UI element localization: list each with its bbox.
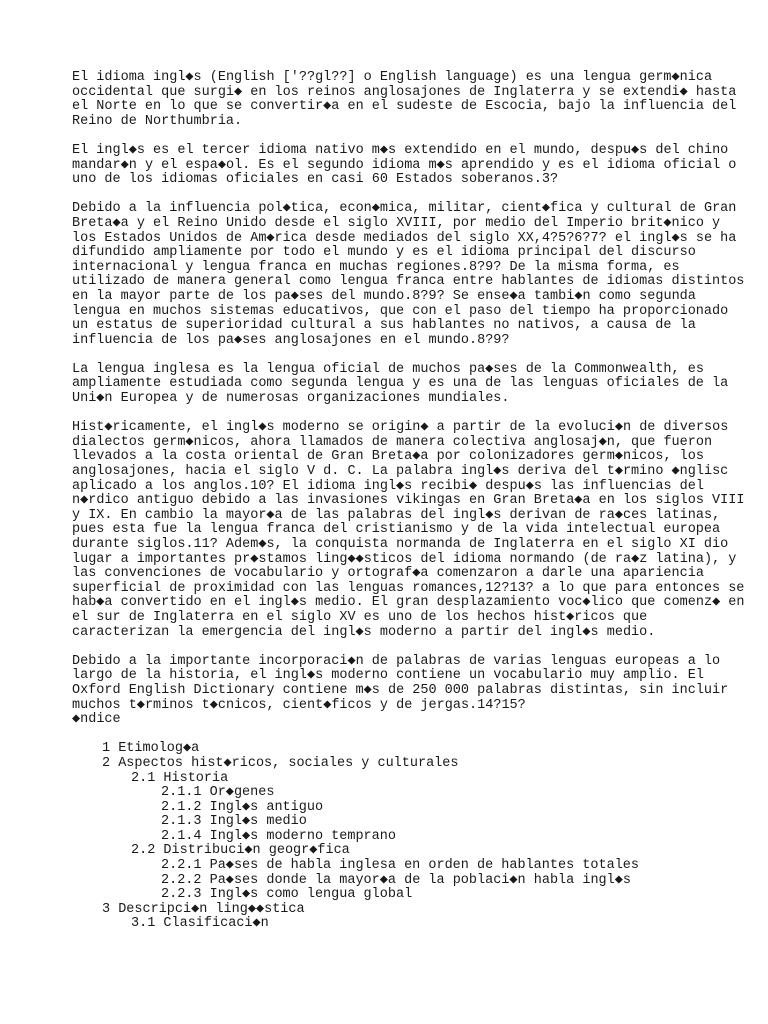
document-body [72, 70, 745, 932]
paragraph-influence: Debido a la influencia pol◆tica, econ◆mica, militar, cient◆fica y cultural de Gran Breta◆a y el Reino Unido desde el siglo XVIII, por medio del Imperio brit◆nico y los Estados Unidos de Am◆rica desde mediados del siglo XX,4?5?6?7? el ingl◆s se ha difundido ampliamente por todo el mundo y es el idioma principal del discurso internacional y lengua franca en muchas regiones.8?9? De la misma forma, es utilizado de manera general como lengua franca entre hablantes de idiomas distintos en la mayor parte de los pa◆ses del mundo.8?9? Se ense◆a tambi◆n como segunda lengua en muchos sistemas educativos, que con el paso del tiempo ha proporcionado un estatus de superioridad cultural a sus hablantes no nativos, a causa de la influencia de los pa◆ses anglosajones en el mundo.8?9? [72, 201, 745, 348]
paragraph-commonwealth: La lengua inglesa es la lengua oficial de muchos pa◆ses de la Commonwealth, es ampliamente estudiada como segunda lengua y es una de las lenguas oficiales de la Uni◆n Europea y de numerosas organizaciones mundiales. [72, 361, 729, 407]
toc-item-countries-majority[interactable]: 2.2.2 Pa◆ses donde la mayor◆a de la poblaci◆n habla ingl◆s [161, 872, 631, 888]
toc-item-countries-total-speakers[interactable]: 2.2.1 Pa◆ses de habla inglesa en orden de hablantes totales [161, 858, 640, 874]
paragraph-history: Hist◆ricamente, el ingl◆s moderno se origin◆ a partir de la evoluci◆n de diversos dialectos germ◆nicos, ahora llamados de manera colectiva anglosaj◆n, que fueron llevados a la costa oriental de Gran Breta◆a por colonizadores germ◆nicos, los anglosajones, hacia el siglo V d. C. La palabra ingl◆s deriva del t◆rmino ◆nglisc aplicado a los anglos.10? El idioma ingl◆s recibi◆ despu◆s las influencias del n◆rdico antiguo debido a las invasiones vikingas en Gran Breta◆a en los siglos VIII y IX. En cambio la mayor◆a de las palabras del ingl◆s derivan de ra◆ces latinas, pues esta fue la lengua franca del cristianismo y de la vida intelectual europea durante siglos.11? Adem◆s, la conquista normanda de Inglaterra en el siglo XI dio lugar a importantes pr◆stamos ling◆◆sticos del idioma normando (de ra◆z latina), y las convenciones de vocabulario y ortograf◆a comenzaron a darle una apariencia superficial de proximidad con las lenguas romances,12?13? a lo que para entonces se hab◆a convertido en el ingl◆s medio. El gran desplazamiento voc◆lico que comenz◆ en el sur de Inglaterra en el siglo XV es uno de los hechos hist◆ricos que caracterizan la emergencia del ingl◆s moderno a partir del ingl◆s medio. [72, 420, 745, 640]
toc-item-etymology[interactable]: 1 Etimolog◆a [102, 741, 200, 757]
toc-item-old-english[interactable]: 2.1.2 Ingl◆s antiguo [161, 799, 324, 815]
toc-item-origins[interactable]: 2.1.1 Or◆genes [161, 785, 275, 801]
table-of-contents [72, 742, 702, 932]
toc-item-early-modern-english[interactable]: 2.1.4 Ingl◆s moderno temprano [161, 828, 396, 844]
toc-item-middle-english[interactable]: 2.1.3 Ingl◆s medio [161, 814, 307, 830]
paragraph-intro: El idioma ingl◆s (English ['??gl??] o English language) es una lengua germ◆nica occidental que surgi◆ en los reinos anglosajones de Inglaterra y se extendi◆ hasta el Norte en lo que se convertir◆a en el sudeste de Escocia, bajo la influencia del Reino de Northumbria. [72, 70, 737, 129]
toc-item-linguistic-description[interactable]: 3 Descripci◆n ling◆◆stica [102, 901, 305, 917]
toc-item-classification[interactable]: 3.1 Clasificaci◆n [131, 916, 269, 932]
toc-heading: ◆ndice [72, 712, 121, 728]
toc-item-aspects[interactable]: 2 Aspectos hist◆ricos, sociales y culturales [102, 755, 459, 771]
toc-item-history[interactable]: 2.1 Historia [131, 770, 229, 786]
toc-item-geographic-distribution[interactable]: 2.2 Distribuci◆n geogr◆fica [131, 843, 350, 859]
paragraph-speakers: El ingl◆s es el tercer idioma nativo m◆s extendido en el mundo, despu◆s del chino mandar◆n y el espa◆ol. Es el segundo idioma m◆s aprendido y es el idioma oficial o uno de los idiomas oficiales en casi 60 Estados soberanos.3? [72, 142, 737, 188]
paragraph-vocabulary: Debido a la importante incorporaci◆n de palabras de varias lenguas europeas a lo largo de la historia, el ingl◆s moderno contiene un vocabulario muy amplio. El Oxford English Dictionary contiene m◆s de 250 000 palabras distintas, sin incluir muchos t◆rminos t◆cnicos, cient◆ficos y de jergas.14?15? [72, 653, 729, 713]
toc-item-global-language[interactable]: 2.2.3 Ingl◆s como lengua global [161, 887, 413, 903]
